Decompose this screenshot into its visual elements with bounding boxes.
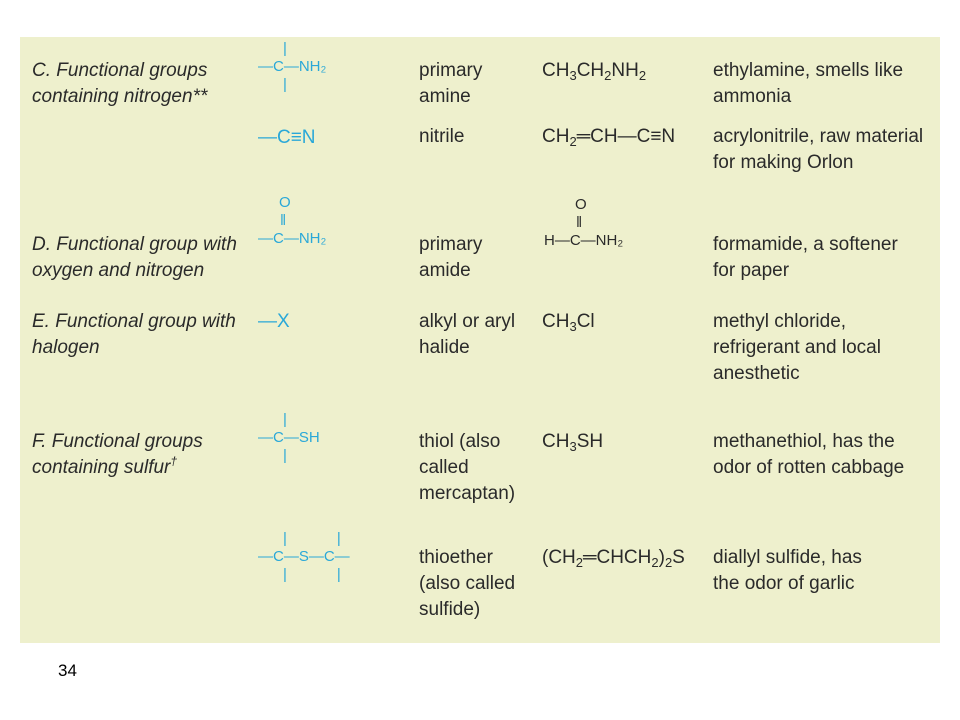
name-primary-amide: primary amide	[419, 234, 483, 281]
name-primary-amine: primary amine	[419, 60, 483, 107]
description-diallyl-sulfide: diallyl sulfide, has the odor of garlic	[713, 547, 862, 594]
amide-structure: O ‖ —C—NH₂	[258, 194, 327, 247]
thioether-structure: | | —C—S—C— | |	[258, 530, 350, 583]
example-acrylonitrile: $CH_2═CH—C\equiv N$	[542, 126, 676, 149]
name-nitrile: nitrile	[419, 126, 465, 147]
halide-structure: —X	[258, 311, 290, 332]
description-formamide: formamide, a softener for paper	[713, 234, 898, 281]
name-thioether: thioether (also called sulfide)	[419, 547, 516, 620]
nitrile-structure: —C≡N	[258, 127, 316, 148]
name-halide: alkyl or aryl halide	[419, 311, 516, 358]
page-number: 34	[58, 661, 77, 680]
example-diallyl-sulfide: $(CH_2═CHCH_2)_2S$	[542, 547, 685, 570]
category-nitrogen: C. Functional groups containing nitrogen**	[32, 60, 208, 107]
description-methanethiol: methanethiol, has the odor of rotten cabbage	[713, 431, 905, 478]
thiol-structure: | —C—SH |	[258, 411, 320, 464]
example-methyl-chloride: $CH_3Cl$	[542, 311, 595, 334]
example-formamide: O ‖ H—C—NH₂	[544, 196, 624, 249]
name-thiol: thiol (also called mercaptan)	[419, 431, 516, 504]
category-oxygen-nitrogen: D. Functional group with oxygen and nitrogen	[32, 234, 237, 281]
category-halogen: E. Functional group with halogen	[32, 311, 236, 358]
amine-structure: | —C—NH₂ |	[258, 40, 327, 93]
example-ethylamine: $CH_3CH_2NH_2$	[542, 60, 647, 83]
description-acrylonitrile: acrylonitrile, raw material for making Orlon	[713, 126, 924, 173]
description-ethylamine: ethylamine, smells like ammonia	[713, 60, 904, 107]
example-methanethiol: $CH_3SH$	[542, 431, 604, 454]
description-methyl-chloride: methyl chloride, refrigerant and local anesthetic	[713, 311, 881, 384]
category-sulfur: F. Functional groups containing sulfur†	[32, 431, 203, 478]
